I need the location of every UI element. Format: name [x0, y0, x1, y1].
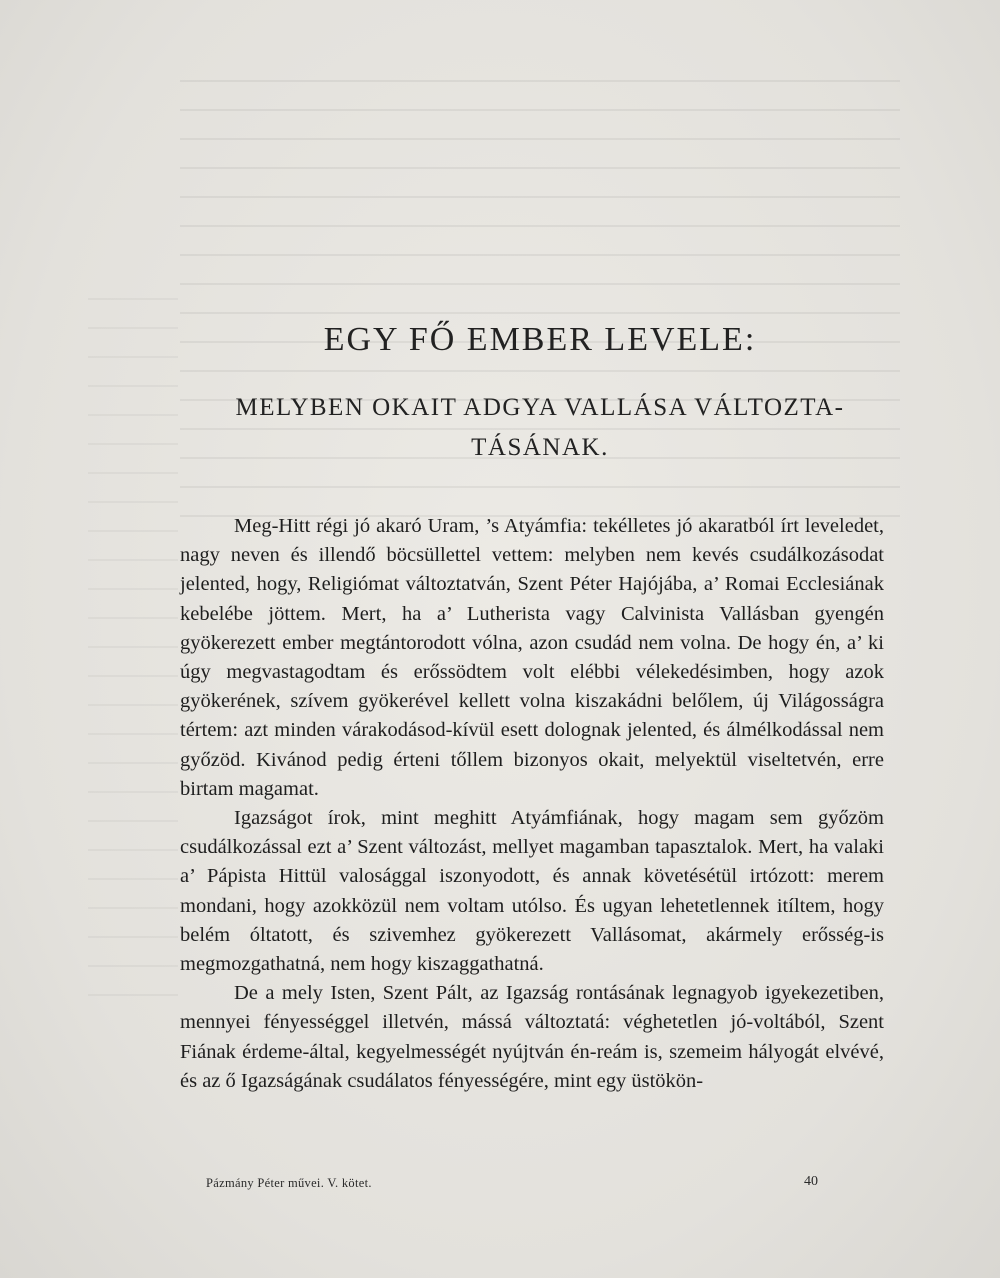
subtitle-line-1: MELYBEN OKAIT ADGYA VALLÁSA VÁLTOZTA- — [235, 394, 845, 421]
paragraph-1: Meg-Hitt régi jó akaró Uram, ’s Atyámfia: tekélletes jó akaratból írt leveledet, nagy neven és illendő böcsüllettel vettem: melyben nem kevés csudálkozásodat jelented, hogy, Religiómat változtatván, Szent Péter Hajójába, a’ Romai Ecclesiának kebelébe jöttem. Mert, ha a’ Lutherista vagy Calvinista Vallásban gyengén gyökerezett ember megtántorodott vólna, azon csudád nem volna. De hogy én, a’ ki úgy megvastagodtam és erőssödtem volt elébbi vélekedésimben, hogy azok gyökerének, szívem gyökerével kellett volna kiszakádni belőlem, új Világosságra tértem: azt minden várakodásod-kívül esett dolognak jelented, és álmélkodással nem győzöd. Kivánod pedig érteni tőllem bizonyos okait, melyektül viseltetvén, erre birtam magamat. — [180, 515, 884, 800]
subtitle-line-2: TÁSÁNAK. — [471, 434, 609, 461]
letter-title: EGY FŐ EMBER LEVELE: — [323, 321, 757, 358]
page-number: 40 — [804, 1174, 818, 1189]
letter-body — [180, 512, 884, 1096]
footer-signature: Pázmány Péter művei. V. kötet. — [206, 1176, 372, 1190]
bleed-through-margin — [88, 280, 178, 1000]
paragraph-3: De a mely Isten, Szent Pált, az Igazság rontásának legnagyob igyekezetiben, mennyei fényességgel illetvén, mássá változtatá: véghetetlen jó-voltából, Szent Fiának érdeme-által, kegyelmességét nyújtván én-reám is, szemeim hályogát elvévé, és az ő Igazságának csudálatos fényességére, mint egy üstökön- — [180, 982, 884, 1092]
paragraph-2: Igazságot írok, mint meghitt Atyámfiának, hogy magam sem győzöm csudálkozással ezt a’ Szent változást, mellyet magamban tapasztalok. Mert, ha valaki a’ Pápista Hittül valosággal iszonyodott, és annak követésétül irtózott: merem mondani, hogy azokközül nem voltam utólso. És ugyan lehetetlennek itíltem, hogy belém óltatott, és szivemhez gyökerezett Vallásomat, akármely erősség-is megmozgathatná, nem hogy kiszaggathatná. — [180, 807, 884, 976]
letter-subtitle — [180, 388, 900, 468]
